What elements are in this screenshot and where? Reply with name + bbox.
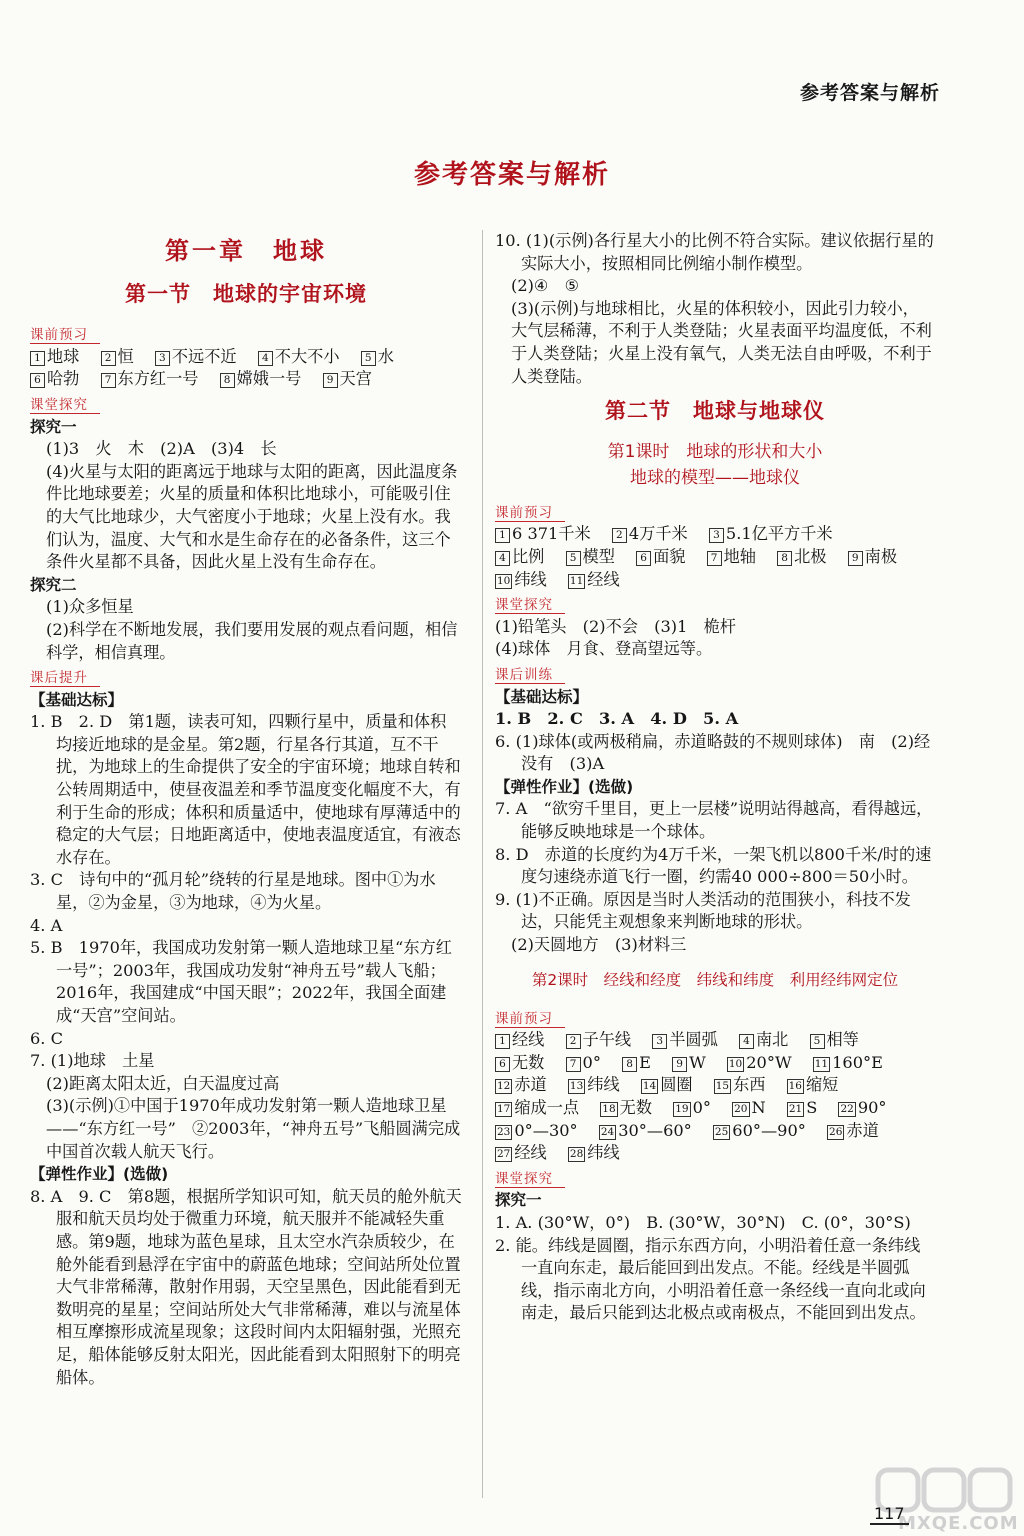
answer-text: 水 <box>377 346 394 366</box>
answer-text: 160°E <box>832 1052 883 1072</box>
answer-text: 恒 <box>117 346 134 366</box>
answer-text: 经线 <box>512 1030 545 1050</box>
right-column <box>495 230 947 1325</box>
answer-text: S <box>806 1098 818 1117</box>
answer-number-box: 11 <box>569 574 584 587</box>
answer-number-box: 11 <box>814 1057 829 1070</box>
answer-text: 20°W <box>746 1052 792 1072</box>
numbered-answer <box>612 524 688 543</box>
explore-2-answer-2: (2)科学在不断地发展，我们要用发展的观点看问题，相信科学，相信真理。 <box>46 619 458 662</box>
answer-text: 4万千米 <box>628 524 688 544</box>
answer-number-box: 2 <box>612 528 627 543</box>
answer-text: 缩短 <box>806 1075 839 1095</box>
answer-1-2: 1. B 2. D 第1题，读表可知，四颗行星中，质量和体积均接近地球的是金星。第2题，行星各行其道，互不干扰，为地球上的生命提供了安全的宇宙环境；地球自转和公转周期适中，使昼夜温差和季节温度变化幅度不大，有利于生命的形成；体积和质量适中，使地球有厚薄适中的稳定的大气层；日地距离适中，使地表温度适宜，有液态水存在。 <box>30 712 461 867</box>
answer-3: 3. C 诗句中的“孤月轮”绕转的行星是地球。图中①为水星，②为金星，③为地球，④为火星。 <box>30 870 436 913</box>
answer-text: 5.1亿平方千米 <box>725 524 833 544</box>
answer-number-box: 10 <box>497 574 511 587</box>
class-answer-2: (4)球体 月食、登高望远等。 <box>495 639 713 659</box>
answer-7-part-3: (3)(示例)①中国于1970年成功发射第一颗人造地球卫星——“东方红一号” ②2003年，“神舟五号”飞船圆满完成中国首次载人航天飞行。 <box>46 1096 461 1161</box>
answer-number-box: 8 <box>220 373 235 388</box>
numbered-answer <box>599 1121 692 1140</box>
numbered-answer <box>568 1143 620 1162</box>
numbered-answer <box>848 547 897 566</box>
answer-text: 赤道 <box>514 1075 547 1095</box>
numbered-answer <box>566 1030 632 1049</box>
answer-text: 模型 <box>582 546 615 566</box>
answer-text: 比例 <box>512 546 545 566</box>
explore-title-lesson-2: 探究一 <box>495 1191 542 1210</box>
class-answer-1: (1)铅笔头 (2)不会 (3)1 桅杆 <box>495 616 736 636</box>
numbered-answer <box>827 1121 879 1140</box>
answer-number-box: 2 <box>566 1034 581 1049</box>
lesson-2-title: 第2课时 经线和经度 纬线和纬度 利用经纬网定位 <box>531 970 899 989</box>
preview-2-line-2 <box>495 546 935 591</box>
numbered-answer <box>709 524 833 543</box>
answer-number-box: 3 <box>709 528 724 543</box>
explore-1-title: 探究一 <box>30 417 77 436</box>
tag-preview-3: 课前预习 <box>495 1011 565 1028</box>
lesson-1-title-line-2: 地球的模型——地球仪 <box>630 467 800 488</box>
lesson-1-title-line-1: 第1课时 地球的形状和大小 <box>607 441 823 462</box>
numbered-answer <box>101 369 199 388</box>
answer-text: 经线 <box>587 569 620 589</box>
numbered-answer <box>568 1075 620 1094</box>
answer-text: 相等 <box>826 1030 859 1050</box>
numbered-answer <box>652 1030 718 1049</box>
numbered-answer <box>566 547 615 566</box>
answer-text: 纬线 <box>587 1143 620 1163</box>
answer-text: E <box>639 1052 651 1072</box>
answer-text: 缩成一点 <box>514 1098 580 1117</box>
column-divider <box>482 230 483 1498</box>
numbered-answer <box>636 547 685 566</box>
numbered-answer <box>566 1053 601 1072</box>
answer-text: 0° <box>582 1052 601 1072</box>
answer-text: 东方红一号 <box>117 369 199 389</box>
numbered-answer <box>361 347 394 366</box>
answer-number-box: 9 <box>672 1057 687 1072</box>
tag-class-explore-2: 课堂探究 <box>495 597 565 614</box>
answer-text: 纬线 <box>587 1075 620 1095</box>
numbered-answer <box>714 1075 766 1094</box>
answer-10-part-1: 10. (1)(示例)各行星大小的比例不符合实际。建议依据行星的实际大小，按照相同比例缩小制作模型。 <box>495 231 934 273</box>
answer-number-box: 7 <box>566 1057 581 1072</box>
answer-number-box: 3 <box>155 351 170 366</box>
answer-text: 东西 <box>733 1075 766 1095</box>
numbered-answer <box>30 369 79 388</box>
answer-text: 6 371千米 <box>512 524 591 544</box>
preview-answers-line-2 <box>30 368 462 391</box>
answer-text: 0°—30° <box>514 1120 578 1140</box>
numbered-answer <box>495 570 547 589</box>
answer-number-box: 28 <box>569 1148 584 1161</box>
answer-number-box: 1 <box>495 528 510 543</box>
numbered-answer <box>600 1098 652 1117</box>
answer-text: 面貌 <box>653 546 686 566</box>
answer-10-part-2: (2)④ ⑤ <box>511 276 580 296</box>
numbered-answer <box>155 347 237 366</box>
numbered-answer <box>777 547 826 566</box>
answer-number-box: 17 <box>497 1103 511 1115</box>
preview-3-answers <box>495 1029 935 1165</box>
answer-8-lesson-1: 8. D 赤道的长度约为4万千米，一架飞机以800千米/时的速度匀速绕赤道飞行一圈，约需40 000÷800＝50小时。 <box>495 844 932 887</box>
answer-number-box: 26 <box>829 1125 843 1138</box>
answer-text: 地轴 <box>723 546 756 566</box>
answer-number-box: 19 <box>675 1103 689 1115</box>
answer-number-box: 7 <box>101 373 116 388</box>
numbered-answer <box>739 1030 788 1049</box>
numbered-answer <box>787 1075 839 1094</box>
answer-number-box: 1 <box>495 1034 510 1049</box>
numbered-answer <box>707 547 756 566</box>
chapter-heading: 第一章 地球 <box>165 237 327 265</box>
answer-number-box: 25 <box>714 1125 729 1138</box>
answer-4: 4. A <box>30 915 63 935</box>
explore-1-answer-2: (4)火星与太阳的距离远于地球与太阳的距离，因此温度条件比地球要差；火星的质量和体积比地球小，可能吸引住的大气比地球少，大气密度小于地球；火星上没有水。我们认为，温度、大气和水是生命存在的必备条件，这三个条件火星都不具备，因此火星上没有生命存在。 <box>46 461 458 572</box>
basic-heading-2: 【基础达标】 <box>495 687 589 706</box>
answer-text: 南北 <box>755 1030 789 1050</box>
answer-6-lesson-1: 6. (1)球体(或两极稍扁，赤道略鼓的不规则球体) 南 (2)经 没有 (3)A <box>495 731 947 774</box>
explore-answer-1-lesson-2: 1. A. (30°W，0°) B. (30°W，30°N) C. (0°，30°S) <box>495 1212 911 1232</box>
page-number: 117 <box>870 1504 909 1525</box>
answer-number-box: 13 <box>569 1080 584 1093</box>
tag-preview: 课前预习 <box>30 327 100 344</box>
numbered-answer <box>568 570 620 589</box>
numbered-answer <box>495 1121 578 1140</box>
numbered-answer <box>323 369 372 388</box>
answer-10-part-3: (3)(示例)与地球相比，火星的体积较小，因此引力较小，大气层稀薄，不利于人类登陆；火星表面平均温度低，不利于人类登陆；火星上没有氧气，人类无法自由呼吸，不利于人类登陆。 <box>511 298 932 386</box>
tag-class-explore-3: 课堂探究 <box>495 1171 565 1188</box>
running-header: 参考答案与解析 <box>799 82 940 104</box>
answer-text: 纬线 <box>514 569 547 589</box>
answer-number-box: 1 <box>30 351 45 366</box>
preview-2-line-1 <box>495 523 935 546</box>
answer-text: 赤道 <box>846 1120 879 1140</box>
answer-text: 60°—90° <box>732 1120 806 1140</box>
numbered-answer <box>810 1030 859 1049</box>
answer-number-box: 2 <box>101 351 116 366</box>
tag-after-class: 课后提升 <box>30 670 100 687</box>
answer-number-box: 8 <box>777 551 792 566</box>
section-1-heading: 第一节 地球的宇宙环境 <box>125 280 367 306</box>
answer-text: 嫦娥一号 <box>236 369 302 389</box>
answer-number-box: 12 <box>497 1080 511 1093</box>
tag-after-training: 课后训练 <box>495 667 565 684</box>
numbered-answer <box>713 1121 806 1140</box>
numbered-answer <box>495 1030 544 1049</box>
page-title: 参考答案与解析 <box>413 160 610 190</box>
answer-number-box: 10 <box>728 1057 743 1070</box>
answer-number-box: 6 <box>636 551 651 566</box>
answer-text: W <box>689 1052 706 1072</box>
answer-number-box: 9 <box>848 551 863 566</box>
answer-text: 不远不近 <box>171 346 237 366</box>
answer-6: 6. C <box>30 1028 63 1048</box>
answer-number-box: 5 <box>810 1034 825 1049</box>
answer-number-box: 9 <box>323 373 338 388</box>
answer-8-9: 8. A 9. C 第8题，根据所学知识可知，航天员的舱外航天服和航天员均处于微重力环境，航天服并不能减轻失重感。第9题，地球为蓝色星球，且太空水汽杂质较少，在舱外能看到悬浮在宇宙中的蔚蓝色地球；空间站所处位置大气非常稀薄，散射作用弱，天空呈黑色，因此能看到无数明亮的星星；空间站所处大气非常稀薄，难以与流星体相互摩擦形成流星现象；这段时间内太阳辐射强，光照充足，船体能够反射太阳光，因此能看到太阳照射下的明亮船体。 <box>30 1186 462 1387</box>
answer-number-box: 4 <box>739 1034 754 1049</box>
answer-9-part-1: 9. (1)不正确。原因是当时人类活动的范围狭小，科技不发达，只能凭主观想象来判断地球的形状。 <box>495 889 911 932</box>
answer-number-box: 7 <box>707 551 722 566</box>
answer-9-part-2: (2)天圆地方 (3)材料三 <box>511 935 687 955</box>
numbered-answer <box>220 369 302 388</box>
elastic-heading-2: 【弹性作业】(选做) <box>495 777 634 796</box>
preview-answers-line-1 <box>30 346 462 369</box>
answer-text: 无数 <box>512 1052 545 1072</box>
numbered-answer <box>813 1053 883 1072</box>
answer-number-box: 21 <box>788 1103 803 1115</box>
numbered-answer <box>787 1098 817 1117</box>
answer-number-box: 15 <box>715 1080 730 1093</box>
watermark-text: MXQE.COM <box>898 1513 1019 1534</box>
answer-7-part-1: 7. (1)地球 土星 <box>30 1051 155 1071</box>
numbered-answer <box>495 1053 544 1072</box>
answer-number-box: 4 <box>258 351 273 366</box>
numbered-answer <box>732 1098 766 1117</box>
answer-text: 圆圈 <box>660 1075 693 1095</box>
answer-number-box: 16 <box>788 1080 802 1093</box>
tag-class-explore: 课堂探究 <box>30 397 100 414</box>
answer-number-box: 3 <box>652 1034 667 1049</box>
answer-number-box: 6 <box>495 1057 510 1072</box>
answer-text: 天宫 <box>339 369 372 389</box>
tag-preview-2: 课前预习 <box>495 505 565 522</box>
answer-number-box: 18 <box>602 1103 616 1115</box>
numbered-answer <box>495 547 544 566</box>
answer-text: 半圆弧 <box>669 1030 718 1050</box>
numbered-answer <box>30 347 79 366</box>
answer-number-box: 4 <box>495 551 510 566</box>
answer-text: 北极 <box>794 546 827 566</box>
answer-number-box: 14 <box>642 1080 657 1093</box>
answer-text: 30°—60° <box>618 1120 692 1140</box>
answer-number-box: 20 <box>734 1103 748 1115</box>
numbered-answer <box>673 1098 711 1117</box>
answer-5: 5. B 1970年，我国成功发射第一颗人造地球卫星“东方红一号”；2003年，我国成功发射“神舟五号”载人飞船；2016年，我国建成“中国天眼”；2022年，我国全面建成“天宫”空间站。 <box>30 938 452 1025</box>
numbered-answer <box>622 1053 651 1072</box>
section-2-heading: 第二节 地球与地球仪 <box>605 398 825 424</box>
numbered-answer <box>495 1075 547 1094</box>
left-column <box>30 230 462 1389</box>
answer-text: 经线 <box>514 1143 547 1163</box>
elastic-heading: 【弹性作业】(选做) <box>30 1165 169 1184</box>
answer-text: 哈勃 <box>47 369 80 389</box>
explore-1-answer-1: (1)3 火 木 (2)A (3)4 长 <box>46 439 277 459</box>
explore-2-title: 探究二 <box>30 575 77 594</box>
answer-number-box: 5 <box>361 351 376 366</box>
numbered-answer <box>838 1098 886 1117</box>
answers-1-5: 1. B 2. C 3. A 4. D 5. A <box>495 709 739 729</box>
numbered-answer <box>495 1098 579 1117</box>
answer-number-box: 6 <box>30 373 45 388</box>
numbered-answer <box>101 347 134 366</box>
answer-number-box: 22 <box>840 1103 854 1115</box>
answer-number-box: 24 <box>600 1125 615 1138</box>
numbered-answer <box>495 1143 547 1162</box>
answer-7-lesson-1: 7. A “欲穷千里目，更上一层楼”说明站得越高，看得越远，能够反映地球是一个球体。 <box>495 799 933 842</box>
numbered-answer <box>495 524 591 543</box>
numbered-answer <box>258 347 340 366</box>
explore-answer-2-lesson-2: 2. 能。纬线是圆圈，指示东西方向，小明沿着任意一条纬线一直向东走，最后能回到出发点。不能。经线是半圆弧线，指示南北方向，小明沿着任意一条经线一直向北或向南走，最后只能到达北极点或南极点，不能回到出发点。 <box>495 1235 926 1323</box>
answer-number-box: 27 <box>497 1148 511 1161</box>
answer-number-box: 5 <box>566 551 581 566</box>
answer-number-box: 8 <box>622 1057 637 1072</box>
answer-text: 无数 <box>619 1098 653 1117</box>
answer-text: 南极 <box>864 546 898 566</box>
answer-text: 地球 <box>47 346 80 366</box>
answer-text: 子午线 <box>582 1030 632 1050</box>
explore-2-answer-1: (1)众多恒星 <box>46 597 134 617</box>
basic-heading: 【基础达标】 <box>30 690 124 709</box>
numbered-answer <box>672 1053 706 1072</box>
answer-text: N <box>751 1098 766 1117</box>
numbered-answer <box>641 1075 693 1094</box>
answer-7-part-2: (2)距离太阳太近，白天温度过高 <box>46 1073 280 1093</box>
numbered-answer <box>727 1053 792 1072</box>
answer-text: 0° <box>692 1098 711 1117</box>
answer-text: 不大不小 <box>274 346 340 366</box>
answer-text: 90° <box>857 1098 887 1117</box>
answer-number-box: 23 <box>497 1125 511 1138</box>
